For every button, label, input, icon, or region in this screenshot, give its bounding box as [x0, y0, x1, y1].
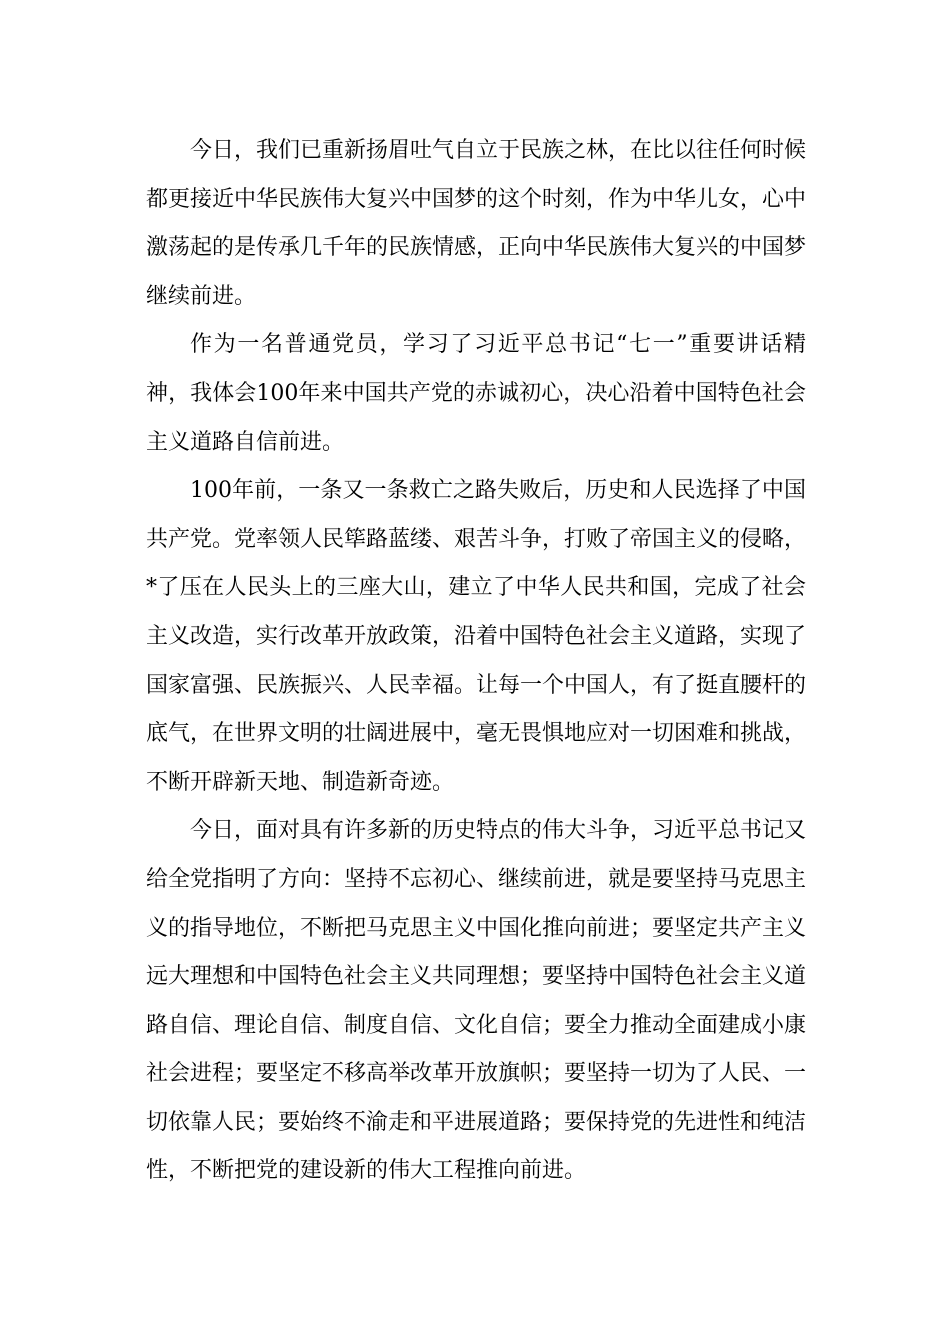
paragraph: 今日，面对具有许多新的历史特点的伟大斗争，习近平总书记又给全党指明了方向：坚持不忘初心、继续前进，就是要坚持马克思主义的指导地位，不断把马克思主义中国化推向前进；要坚定共产主义远大理想和中国特色社会主义共同理想；要坚持中国特色社会主义道路自信、理论自信、制度自信、文化自信；要全力推动全面建成小康社会进程；要坚定不移高举改革开放旗帜；要坚持一切为了人民、一切依靠人民；要始终不渝走和平进展道路；要保持党的先进性和纯洁性，不断把党的建设新的伟大工程推向前进。	[146, 818, 807, 1184]
paragraph: 作为一名普通党员，学习了习近平总书记“七一”重要讲话精神，我体会100年来中国共产党的赤诚初心，决心沿着中国特色社会主义道路自信前进。	[146, 332, 806, 455]
document-body	[146, 127, 806, 1196]
paragraph: 100年前，一条又一条救亡之路失败后，历史和人民选择了中国共产党。党率领人民筚路蓝缕、艰苦斗争，打败了帝国主义的侵略，*了压在人民头上的三座大山，建立了中华人民共和国，完成了社会主义改造，实行改革开放政策，沿着中国特色社会主义道路，实现了国家富强、民族振兴、人民幸福。让每一个中国人，有了挺直腰杆的底气，在世界文明的壮阔进展中，毫无畏惧地应对一切困难和挑战，不断开辟新天地、制造新奇迹。	[146, 478, 807, 795]
paragraph: 今日，我们已重新扬眉吐气自立于民族之林，在比以往任何时候都更接近中华民族伟大复兴中国梦的这个时刻，作为中华儿女，心中激荡起的是传承几千年的民族情感，正向中华民族伟大复兴的中国梦继续前进。	[146, 138, 807, 309]
